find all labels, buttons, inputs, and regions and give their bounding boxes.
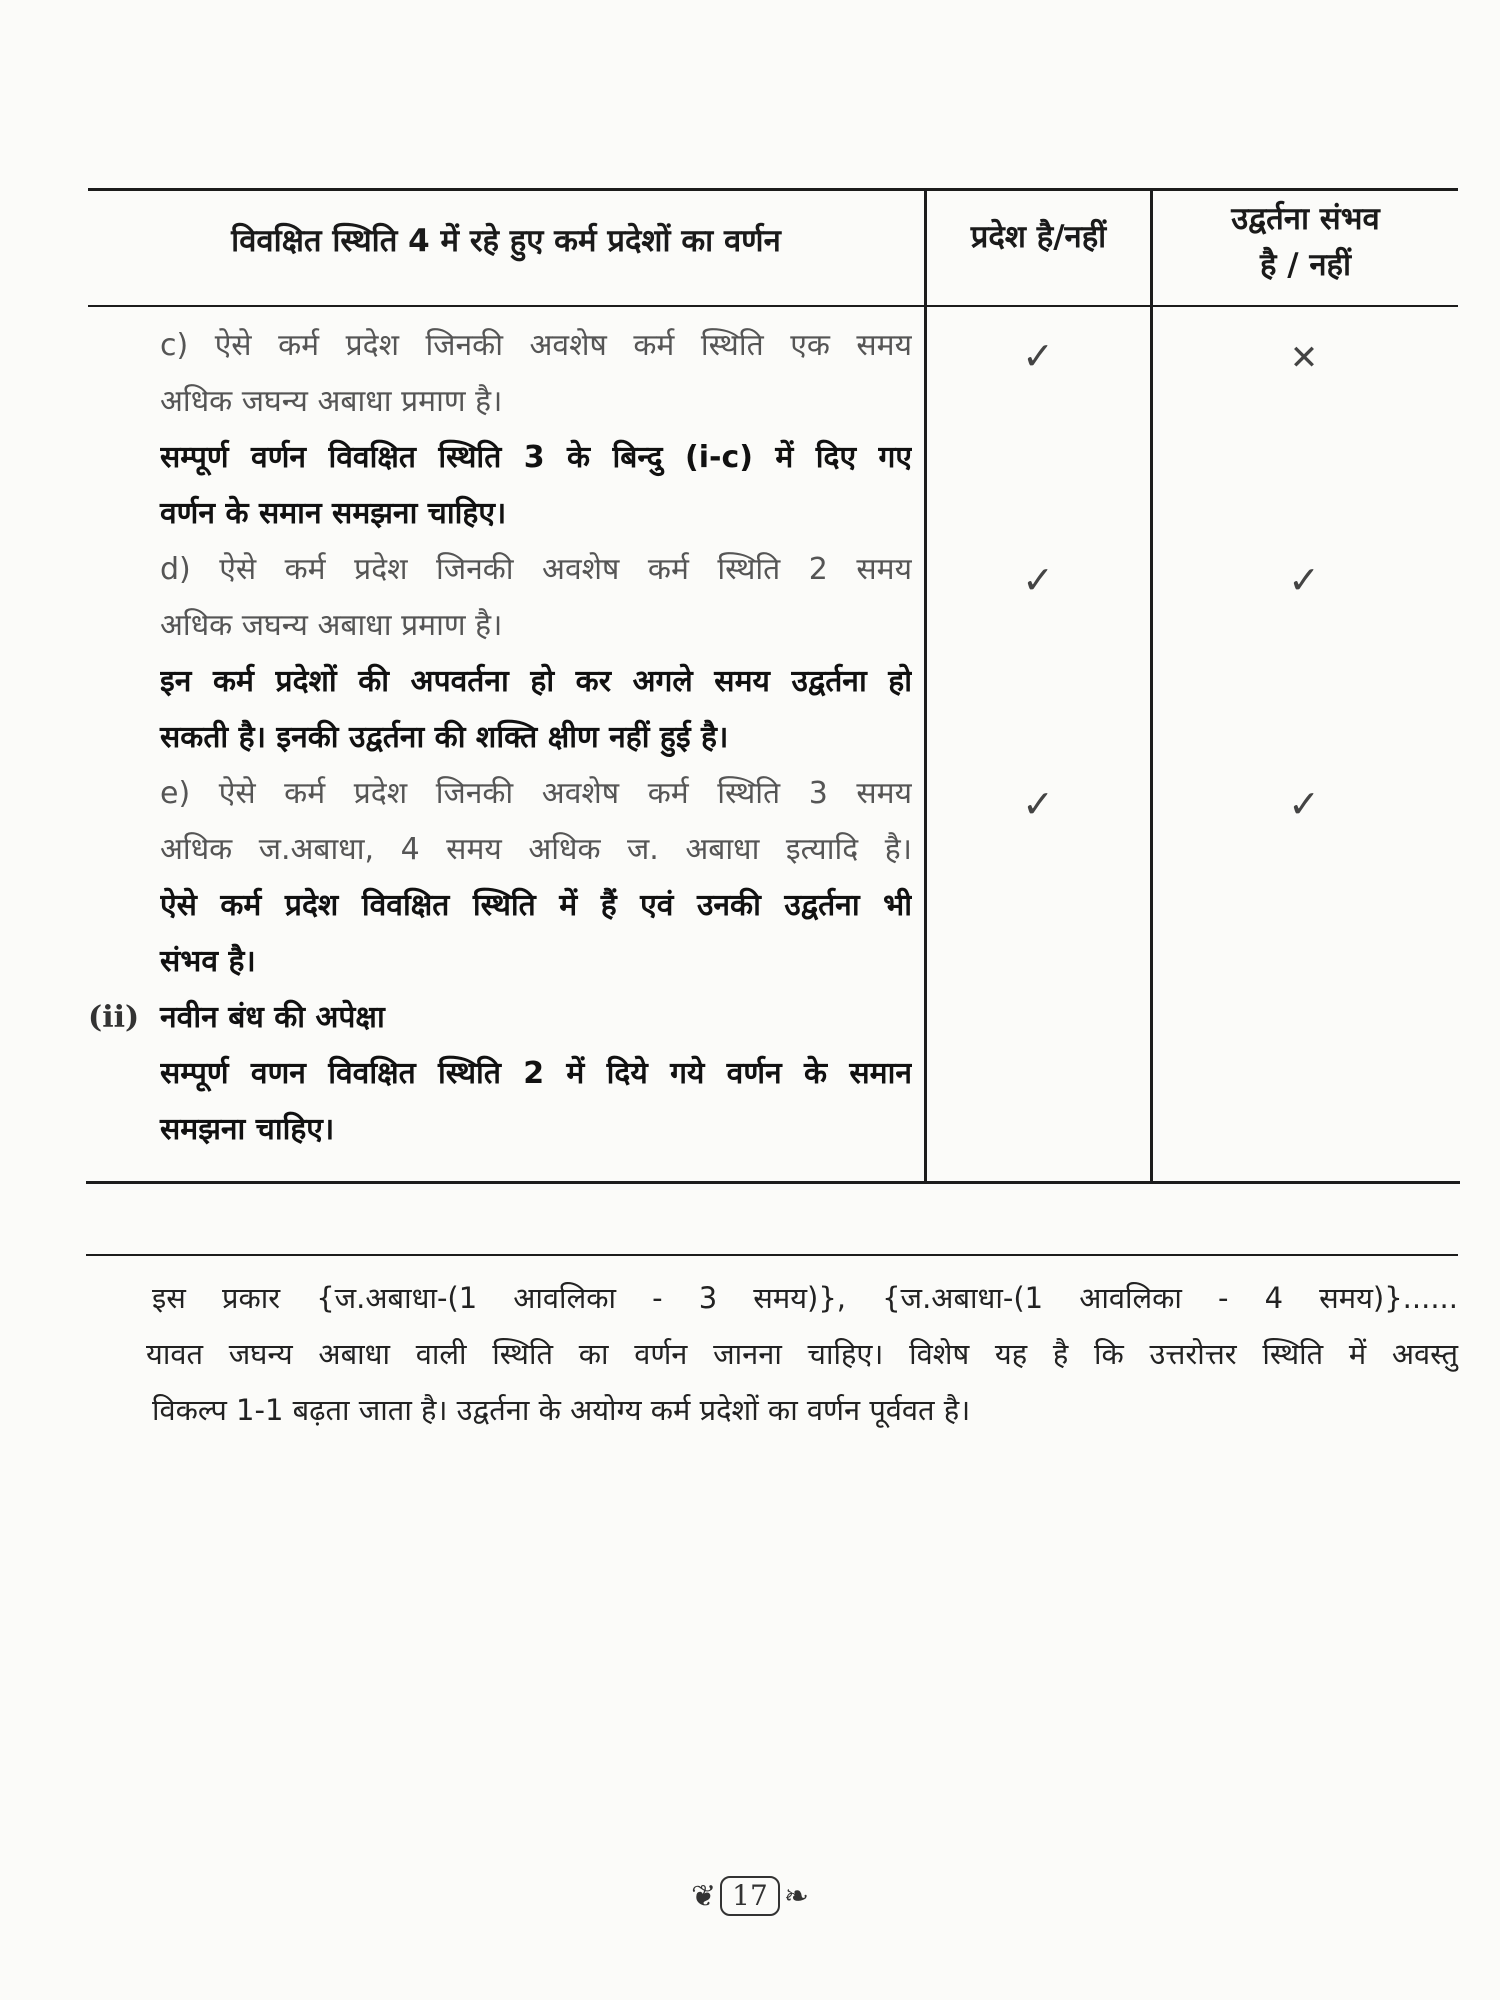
- header-udvartana-line-1: उद्वर्तना संभव: [1231, 201, 1380, 237]
- header-description: विवक्षित स्थिति 4 में रहे हुए कर्म प्रदेशों का वर्णन: [231, 223, 781, 259]
- table-bottom-rule: [86, 1181, 1460, 1184]
- paragraph-line-2: यावत जघन्य अबाधा वाली स्थिति का वर्णन जानना चाहिए। विशेष यह है कि उत्तरोत्तर स्थिति में अवस्तु: [146, 1337, 1458, 1371]
- item-c-line-1: c) ऐसे कर्म प्रदेश जिनकी अवशेष कर्म स्थिति एक समय: [160, 328, 912, 363]
- karma-pradesh-table: [88, 188, 1458, 1184]
- section-ii-label: (ii): [88, 1000, 140, 1035]
- item-d-note-line-2: सकती है। इनकी उद्वर्तना की शक्ति क्षीण नहीं हुई है।: [160, 720, 729, 755]
- description-column: [88, 318, 912, 1158]
- section-ii-heading: [88, 990, 912, 1046]
- item-e-line-2: अधिक ज.अबाधा, 4 समय अधिक ज. अबाधा इत्यादि है।: [160, 832, 912, 867]
- paragraph-line-3: विकल्प 1-1 बढ़ता जाता है। उद्वर्तना के अयोग्य कर्म प्रदेशों का वर्णन पूर्ववत है।: [152, 1393, 971, 1427]
- paragraph-top-rule: [86, 1254, 1458, 1256]
- section-ii-line-1: सम्पूर्ण वणन विवक्षित स्थिति 2 में दिये गये वर्णन के समान: [160, 1056, 912, 1091]
- check-icon-c-pradesh: ✓: [1022, 334, 1054, 378]
- item-e-note-line-2: संभव है।: [160, 944, 256, 979]
- item-c-note-line-1: सम्पूर्ण वर्णन विवक्षित स्थिति 3 के बिन्दु (i-c) में दिए गए: [160, 440, 912, 475]
- summary-paragraph: [146, 1270, 1458, 1438]
- item-d-note-line-1: इन कर्म प्रदेशों की अपवर्तना हो कर अगले समय उद्वर्तना हो: [160, 664, 912, 699]
- ornament-right-icon: ❧: [783, 1878, 809, 1914]
- header-pradesh: प्रदेश है/नहीं: [970, 219, 1107, 255]
- item-c-line-2: अधिक जघन्य अबाधा प्रमाण है।: [160, 384, 503, 419]
- table-header-rule: [88, 305, 1458, 307]
- check-icon-d-pradesh: ✓: [1022, 558, 1054, 602]
- check-icon-d-udvartana: ✓: [1288, 558, 1320, 602]
- column-divider-2: [1150, 188, 1153, 1184]
- page-number-ornament: [691, 1876, 809, 1916]
- item-d-line-2: अधिक जघन्य अबाधा प्रमाण है।: [160, 608, 503, 643]
- table-top-rule: [88, 188, 1458, 191]
- header-udvartana-line-2: है / नहीं: [1259, 247, 1352, 283]
- header-udvartana: [1153, 196, 1458, 288]
- item-e-line-1: e) ऐसे कर्म प्रदेश जिनकी अवशेष कर्म स्थिति 3 समय: [160, 776, 912, 811]
- item-e-note-line-1: ऐसे कर्म प्रदेश विवक्षित स्थिति में हैं एवं उनकी उद्वर्तना भी: [160, 888, 912, 923]
- page-number: 17: [720, 1876, 780, 1916]
- cross-icon-c-udvartana: ✕: [1289, 338, 1319, 378]
- ornament-left-icon: ❦: [691, 1878, 717, 1914]
- section-ii-title: नवीन बंध की अपेक्षा: [160, 1000, 385, 1035]
- item-d-line-1: d) ऐसे कर्म प्रदेश जिनकी अवशेष कर्म स्थिति 2 समय: [160, 552, 912, 587]
- column-divider-1: [924, 188, 927, 1184]
- item-c-note-line-2: वर्णन के समान समझना चाहिए।: [160, 496, 507, 531]
- page-footer: [0, 1876, 1500, 1916]
- check-icon-e-pradesh: ✓: [1022, 782, 1054, 826]
- paragraph-line-1: इस प्रकार {ज.अबाधा-(1 आवलिका - 3 समय)}, {ज.अबाधा-(1 आवलिका - 4 समय)}......: [152, 1281, 1458, 1315]
- check-icon-e-udvartana: ✓: [1288, 782, 1320, 826]
- section-ii-line-2: समझना चाहिए।: [160, 1112, 335, 1147]
